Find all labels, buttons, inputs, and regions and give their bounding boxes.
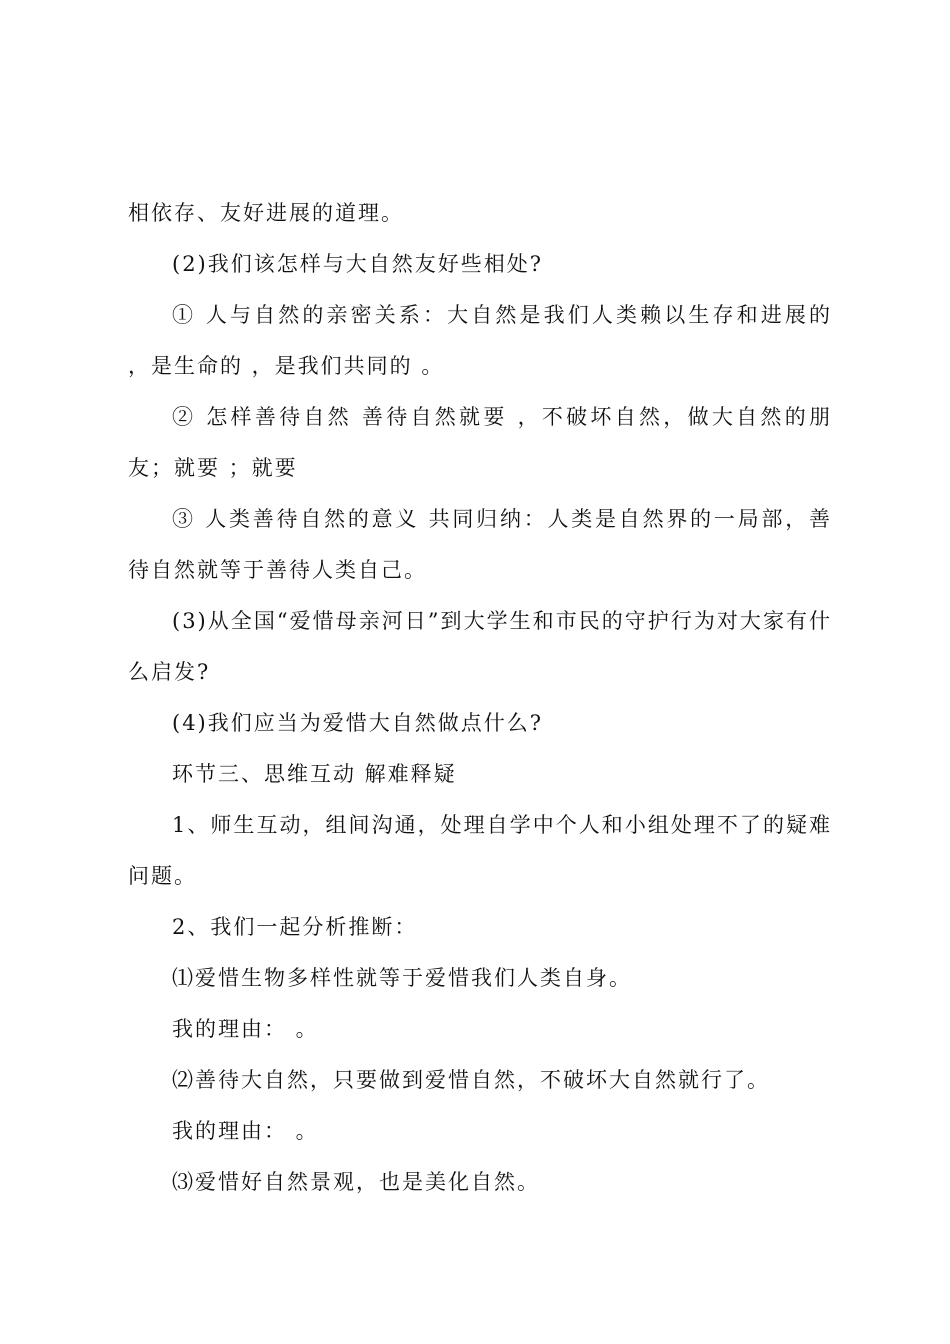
- statement-3: ⑶爱惜好自然景观，也是美化自然。: [172, 1170, 540, 1194]
- reason-line-1: 我的理由： 。: [172, 1017, 319, 1041]
- question-4: (4)我们应当为爱惜大自然做点什么?: [172, 711, 544, 735]
- statement-2: ⑵善待大自然，只要做到爱惜自然，不破坏大自然就行了。: [172, 1068, 770, 1092]
- question-3: (3)从全国“爱惜母亲河日”到大学生和市民的守护行为对大家有什么启发?: [128, 609, 832, 684]
- activity-2: 2、我们一起分析推断：: [172, 915, 418, 939]
- activity-1: 1、师生互动，组间沟通，处理自学中个人和小组处理不了的疑难问题。: [128, 813, 832, 888]
- reason-line-2: 我的理由： 。: [172, 1119, 319, 1143]
- point-1-relationship: ① 人与自然的亲密关系：大自然是我们人类赖以生存和进展的 ，是生命的 ，是我们共同的 。: [128, 303, 832, 378]
- question-2: (2)我们该怎样与大自然友好些相处?: [172, 252, 544, 276]
- statement-1: ⑴爱惜生物多样性就等于爱惜我们人类自身。: [172, 966, 632, 990]
- section-heading-3: 环节三、思维互动 解难释疑: [172, 762, 457, 786]
- point-2-how-to-treat: ② 怎样善待自然 善待自然就要 ，不破坏自然，做大自然的朋友；就要 ；就要: [128, 405, 832, 480]
- document-body: [128, 188, 832, 1208]
- point-3-significance: ③ 人类善待自然的意义 共同归纳：人类是自然界的一局部，善待自然就等于善待人类自己。: [128, 507, 832, 582]
- paragraph-continuation: 相依存、友好进展的道理。: [128, 201, 404, 225]
